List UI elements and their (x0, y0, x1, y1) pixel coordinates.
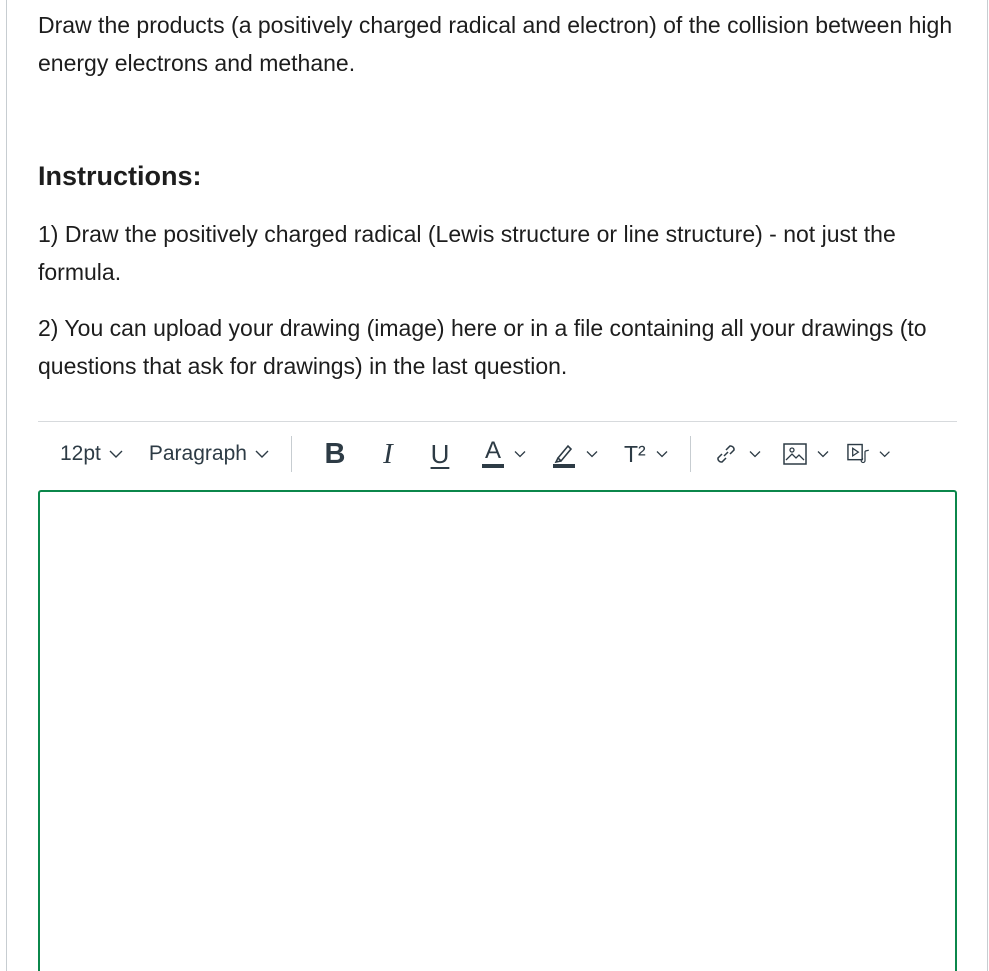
chevron-down-icon (586, 448, 598, 460)
media-button[interactable] (847, 443, 891, 465)
block-format-select[interactable] (149, 442, 269, 466)
rich-text-editor[interactable] (38, 490, 957, 971)
highlight-icon (552, 440, 576, 468)
bold-icon: B (324, 437, 346, 470)
superscript-icon: T² (623, 440, 646, 467)
superscript-button[interactable] (624, 441, 668, 468)
instruction-item-1: 1) Draw the positively charged radical (Lewis structure or line structure) - not just the formula. (38, 221, 896, 285)
italic-icon: I (383, 437, 393, 470)
toolbar-separator (690, 436, 691, 472)
question-text: Draw the products (a positively charged radical and electron) of the collision between high energy electrons and methane. (38, 12, 953, 76)
highlight-button[interactable] (552, 440, 598, 468)
text-color-bar (482, 464, 504, 468)
chevron-down-icon (656, 448, 668, 460)
image-button[interactable] (783, 443, 829, 465)
link-icon (713, 441, 739, 467)
font-size-select[interactable] (60, 442, 123, 466)
italic-button[interactable] (378, 438, 398, 471)
underline-icon: U (430, 438, 450, 469)
bold-button[interactable] (322, 438, 348, 471)
link-button[interactable] (713, 441, 761, 467)
text-color-button[interactable] (482, 437, 526, 468)
font-size-value: 12pt (60, 442, 101, 465)
media-icon (847, 443, 872, 465)
chevron-down-icon (879, 448, 890, 460)
chevron-down-icon (749, 448, 761, 460)
chevron-down-icon (109, 447, 123, 461)
frame-left-border (6, 0, 7, 971)
image-icon (783, 443, 807, 465)
block-format-value: Paragraph (148, 442, 247, 465)
instructions-heading: Instructions: (38, 161, 202, 191)
frame-right-border (987, 0, 988, 971)
text-color-letter: A (484, 437, 501, 464)
chevron-down-icon (514, 448, 526, 460)
question-content (38, 0, 956, 379)
text-color-icon (482, 437, 504, 468)
instruction-item-2: 2) You can upload your drawing (image) here or in a file containing all your drawings (to questions that ask for drawings) in the last question. (38, 315, 927, 379)
underline-button[interactable] (428, 439, 452, 470)
chevron-down-icon (817, 448, 829, 460)
toolbar-separator (291, 436, 292, 472)
editor-toolbar (38, 422, 957, 486)
chevron-down-icon (255, 447, 269, 461)
